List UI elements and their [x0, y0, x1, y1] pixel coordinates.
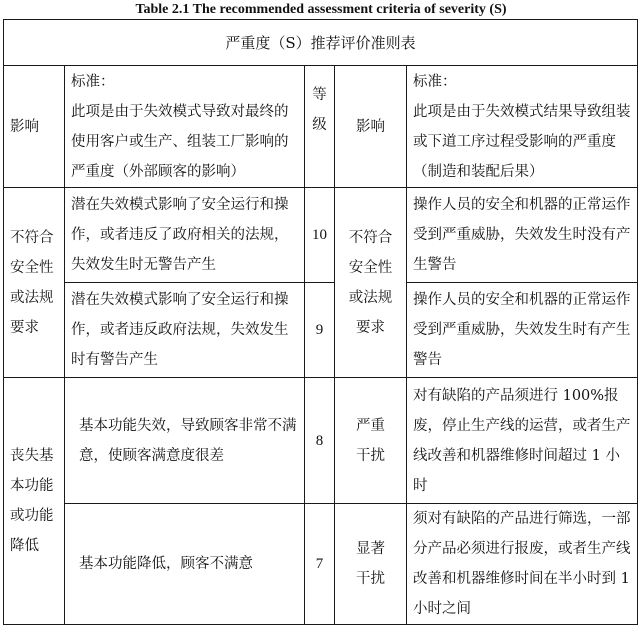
right-criterion-cell: 操作人员的安全和机器的正常运作受到严重威胁，失效发生时没有产生警告: [407, 188, 638, 283]
severity-criteria-table: [3, 19, 638, 625]
header-standard-right-label: 标准：: [413, 73, 457, 90]
header-standard-left-label: 标准：: [71, 73, 115, 90]
left-criterion-cell: 潜在失效模式影响了安全运行和操作，或者违反政府法规，失效发生时有警告产生: [65, 283, 305, 378]
right-criterion-cell: 对有缺陷的产品须进行 100%报废，停止生产线的运营，或者生产线改善和机器维修时间超过 1 小时: [407, 378, 638, 504]
right-criterion-cell: 操作人员的安全和机器的正常运作受到严重威胁，失效发生时有产生警告: [407, 283, 638, 378]
header-standard-right: [407, 66, 638, 188]
header-standard-right-text: 此项是由于失效模式结果导致组装或下道工序过程受影响的严重度（制造和装配后果）: [413, 103, 631, 180]
header-grade: 等 级: [305, 66, 335, 188]
table-row: [4, 283, 638, 378]
grade-cell: 10: [305, 188, 335, 283]
grade-cell: 8: [305, 378, 335, 504]
header-row: [4, 66, 638, 188]
grade-cell: 9: [305, 283, 335, 378]
header-impact-left: 影响: [4, 66, 65, 188]
table-row: [4, 188, 638, 283]
table-title: 严重度（S）推荐评价准则表: [4, 20, 638, 66]
left-criterion-cell: 基本功能失效，导致顾客非常不满意，使顾客满意度很差: [65, 378, 305, 504]
right-criterion-cell: 须对有缺陷的产品进行筛选，一部分产品必须进行报废，或者生产线改善和机器维修时间在半小时到 1 小时之间: [407, 504, 638, 625]
table-caption: Table 2.1 The recommended assessment criteria of severity (S): [135, 2, 507, 17]
group-function-loss: 丧失基 本功能 或功能 降低: [4, 378, 65, 625]
header-standard-left: [65, 66, 305, 188]
table-row: [4, 504, 638, 625]
right-impact-cell: 严重 干扰: [335, 378, 407, 504]
grade-cell: 7: [305, 504, 335, 625]
left-criterion-cell: 潜在失效模式影响了安全运行和操作，或者违反了政府相关的法规，失效发生时无警告产生: [65, 188, 305, 283]
group-safety-right: 不符合 安全性 或法规 要求: [335, 188, 407, 378]
header-standard-left-text: 此项是由于失效模式导致对最终的使用客户或生产、组装工厂影响的严重度（外部顾客的影响）: [71, 103, 289, 180]
table-title-row: [4, 20, 638, 66]
group-safety-left: 不符合 安全性 或法规 要求: [4, 188, 65, 378]
table-row: [4, 378, 638, 504]
header-impact-right: 影响: [335, 66, 407, 188]
right-impact-cell: 显著 干扰: [335, 504, 407, 625]
left-criterion-cell: 基本功能降低，顾客不满意: [65, 504, 305, 625]
